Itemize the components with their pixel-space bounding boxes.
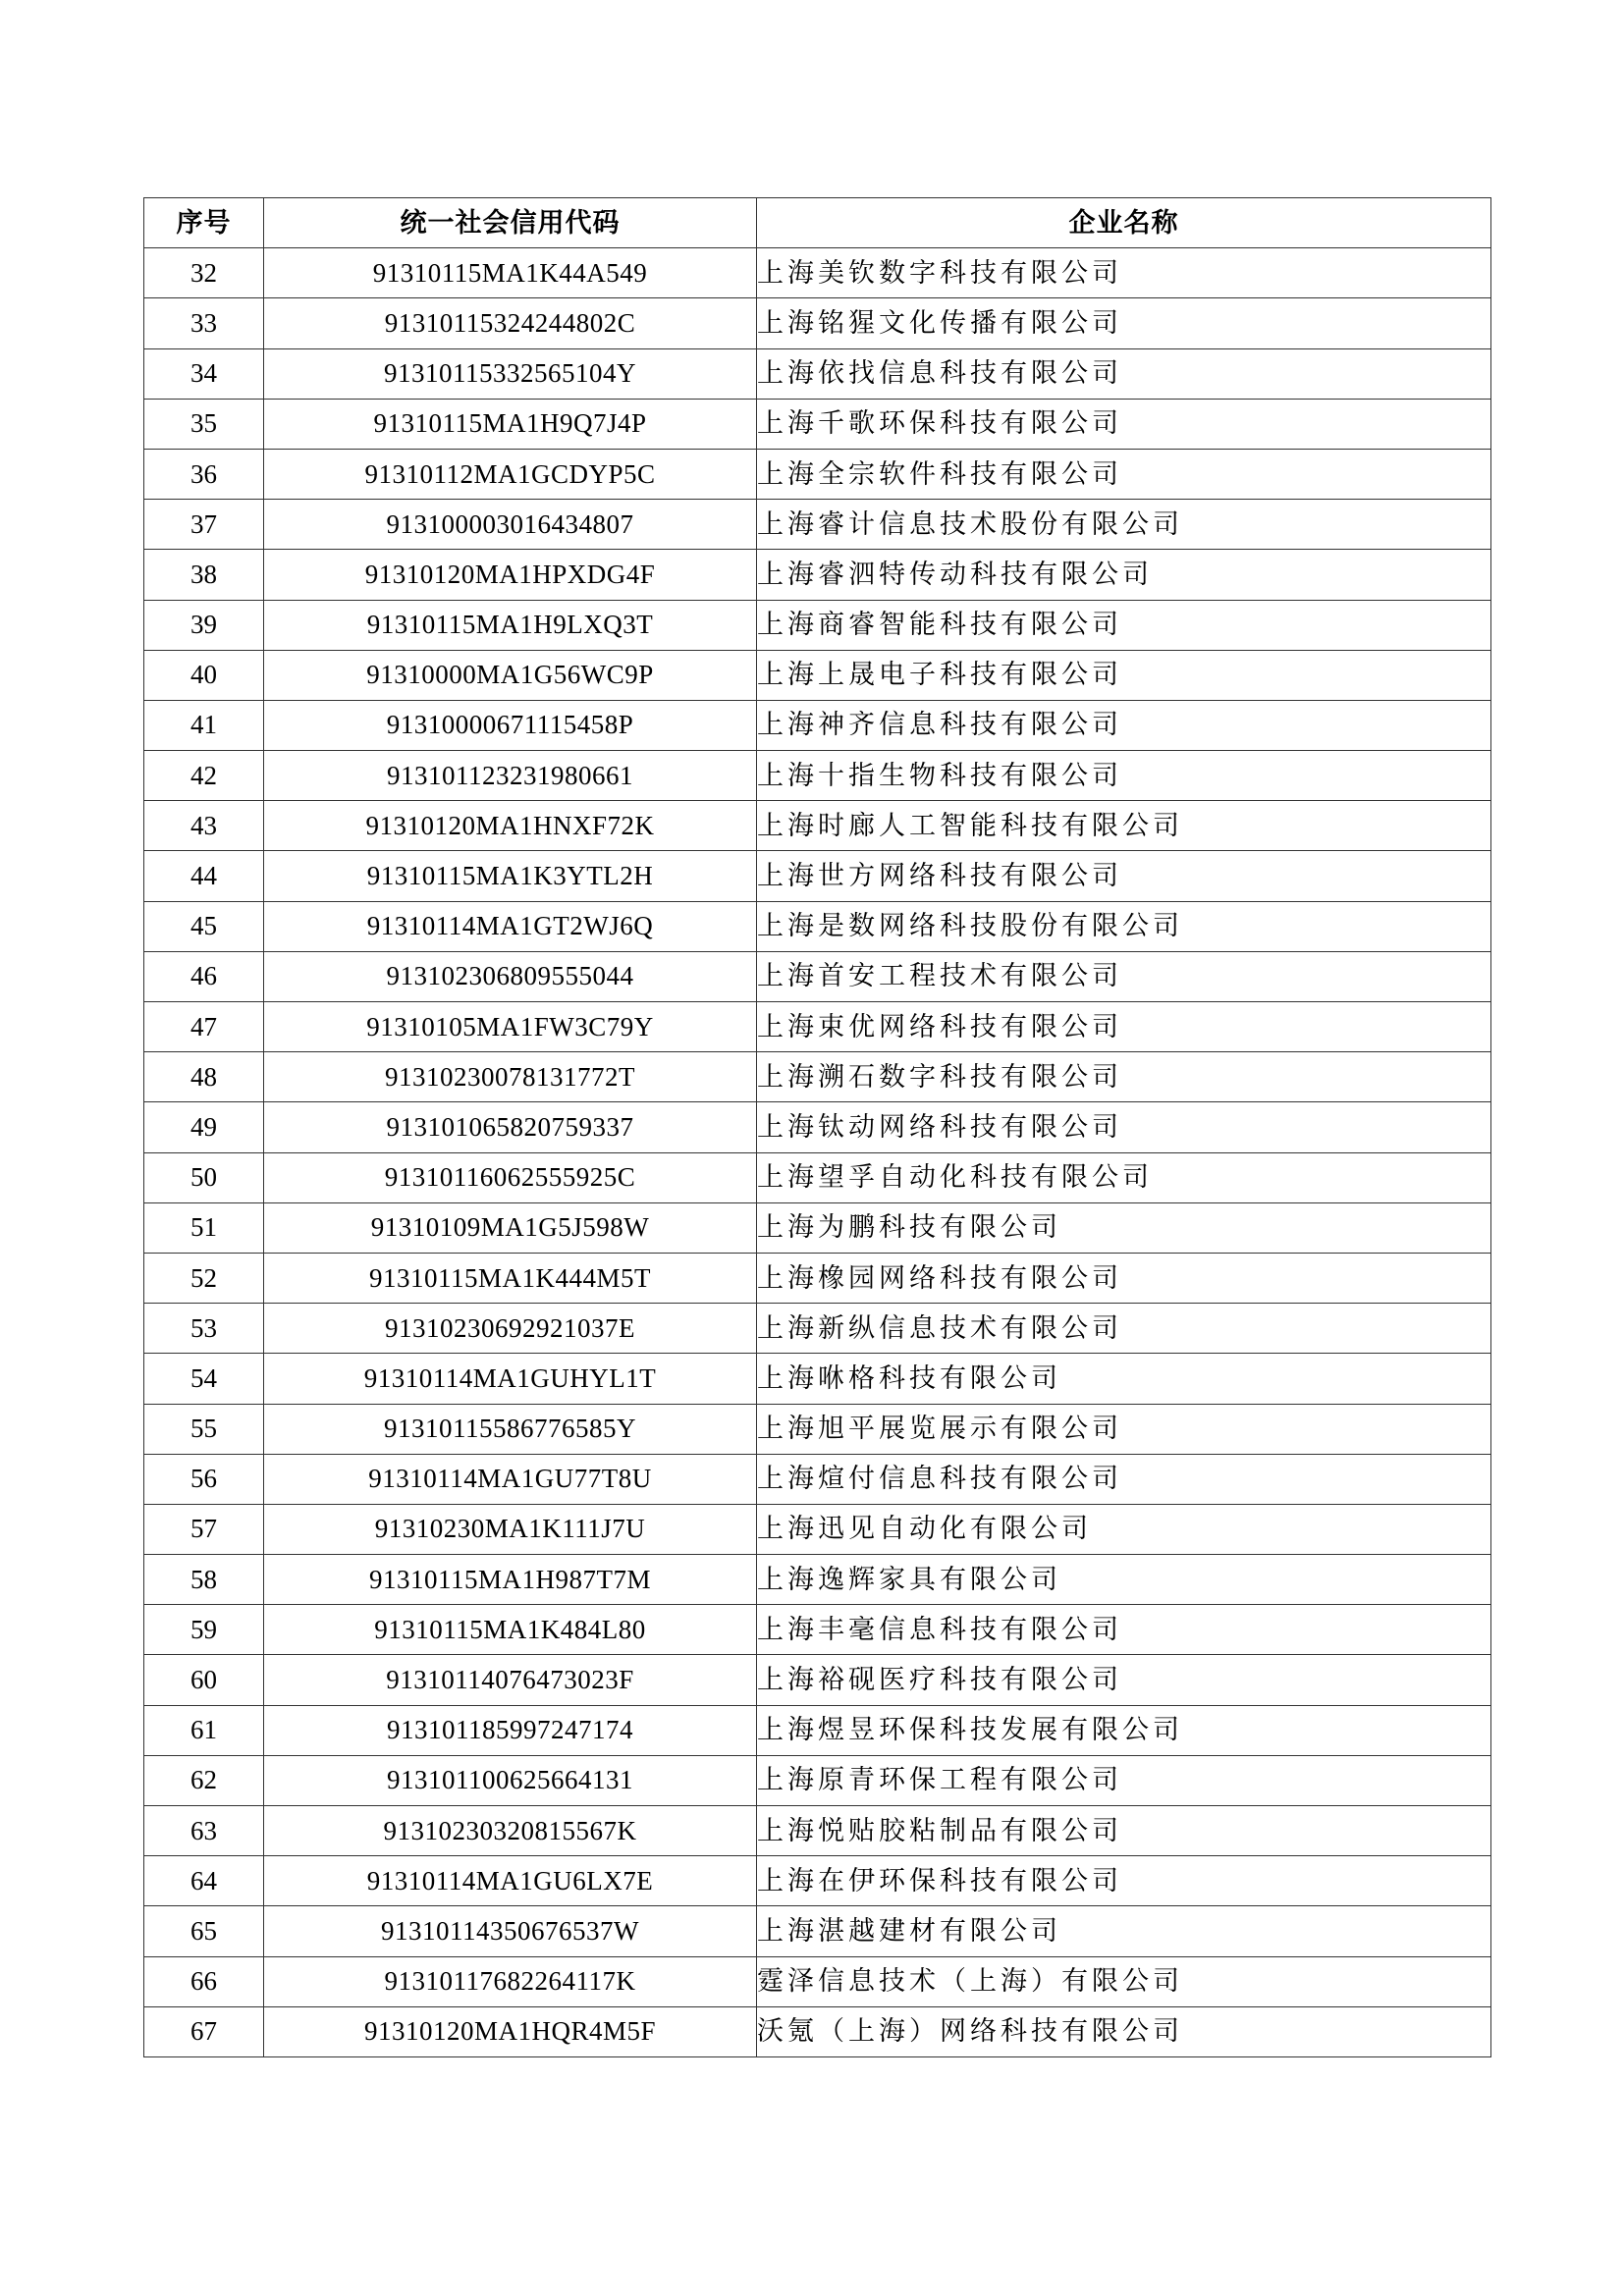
credit-code-cell: 913101185997247174 [264, 1705, 757, 1755]
table-row [144, 1705, 1491, 1755]
seq-cell: 44 [144, 851, 264, 901]
credit-code-cell: 91310109MA1G5J598W [264, 1202, 757, 1253]
credit-code-cell: 913101065820759337 [264, 1102, 757, 1152]
table-row [144, 1102, 1491, 1152]
credit-code-cell: 91310115586776585Y [264, 1404, 757, 1454]
seq-cell: 50 [144, 1152, 264, 1202]
seq-cell: 42 [144, 751, 264, 801]
credit-code-cell: 91310115MA1H9Q7J4P [264, 399, 757, 449]
table-row [144, 348, 1491, 399]
table-row [144, 1404, 1491, 1454]
seq-cell: 62 [144, 1755, 264, 1805]
seq-cell: 43 [144, 801, 264, 851]
table-row [144, 600, 1491, 650]
seq-cell: 63 [144, 1806, 264, 1856]
company-name-cell: 上海钛动网络科技有限公司 [757, 1102, 1491, 1152]
credit-code-cell: 91310116062555925C [264, 1152, 757, 1202]
seq-cell: 49 [144, 1102, 264, 1152]
company-name-cell: 上海悦贴胶粘制品有限公司 [757, 1806, 1491, 1856]
credit-code-cell: 913101100625664131 [264, 1755, 757, 1805]
credit-code-cell: 91310114MA1GT2WJ6Q [264, 901, 757, 951]
company-name-cell: 沃氪（上海）网络科技有限公司 [757, 2006, 1491, 2056]
company-name-cell: 上海首安工程技术有限公司 [757, 951, 1491, 1001]
company-name-cell: 上海为鹏科技有限公司 [757, 1202, 1491, 1253]
table-row [144, 851, 1491, 901]
enterprise-table [143, 197, 1491, 2057]
company-name-cell: 上海美钦数字科技有限公司 [757, 248, 1491, 298]
credit-code-cell: 91310105MA1FW3C79Y [264, 1002, 757, 1052]
table-row [144, 1253, 1491, 1303]
credit-code-cell: 91310115MA1H9LXQ3T [264, 600, 757, 650]
credit-code-cell: 91310230MA1K111J7U [264, 1504, 757, 1554]
table-row [144, 1052, 1491, 1102]
company-name-cell: 上海湛越建材有限公司 [757, 1906, 1491, 1956]
credit-code-cell: 913102306809555044 [264, 951, 757, 1001]
company-name-cell: 上海依找信息科技有限公司 [757, 348, 1491, 399]
company-name-cell: 上海望孚自动化科技有限公司 [757, 1152, 1491, 1202]
table-row [144, 801, 1491, 851]
company-name-cell: 上海睿计信息技术股份有限公司 [757, 500, 1491, 550]
company-name-cell: 上海溯石数字科技有限公司 [757, 1052, 1491, 1102]
company-name-cell: 上海束优网络科技有限公司 [757, 1002, 1491, 1052]
credit-code-cell: 91310114350676537W [264, 1906, 757, 1956]
credit-code-cell: 91310000671115458P [264, 700, 757, 750]
table-row [144, 1504, 1491, 1554]
seq-cell: 57 [144, 1504, 264, 1554]
company-name-cell: 上海世方网络科技有限公司 [757, 851, 1491, 901]
credit-code-cell: 91310114MA1GUHYL1T [264, 1354, 757, 1404]
credit-code-cell: 91310114MA1GU6LX7E [264, 1856, 757, 1906]
company-name-cell: 上海煊付信息科技有限公司 [757, 1454, 1491, 1504]
company-name-cell: 上海上晟电子科技有限公司 [757, 650, 1491, 700]
table-row [144, 1755, 1491, 1805]
seq-cell: 58 [144, 1555, 264, 1605]
credit-code-cell: 91310115MA1K44A549 [264, 248, 757, 298]
table-row [144, 1002, 1491, 1052]
company-name-cell: 上海裕砚医疗科技有限公司 [757, 1655, 1491, 1705]
table-row [144, 500, 1491, 550]
table-row [144, 700, 1491, 750]
seq-cell: 53 [144, 1304, 264, 1354]
credit-code-cell: 91310115MA1K3YTL2H [264, 851, 757, 901]
table-row [144, 951, 1491, 1001]
table-row [144, 1655, 1491, 1705]
seq-cell: 54 [144, 1354, 264, 1404]
company-name-cell: 上海原青环保工程有限公司 [757, 1755, 1491, 1805]
seq-cell: 46 [144, 951, 264, 1001]
seq-cell: 33 [144, 298, 264, 348]
seq-cell: 39 [144, 600, 264, 650]
table-row [144, 1152, 1491, 1202]
seq-cell: 37 [144, 500, 264, 550]
seq-cell: 65 [144, 1906, 264, 1956]
company-name-cell: 上海十指生物科技有限公司 [757, 751, 1491, 801]
credit-code-cell: 91310115324244802C [264, 298, 757, 348]
seq-cell: 56 [144, 1454, 264, 1504]
seq-cell: 59 [144, 1605, 264, 1655]
seq-cell: 67 [144, 2006, 264, 2056]
credit-code-cell: 913101123231980661 [264, 751, 757, 801]
company-name-cell: 上海橡园网络科技有限公司 [757, 1253, 1491, 1303]
credit-code-cell: 91310117682264117K [264, 1956, 757, 2006]
table-row [144, 901, 1491, 951]
table-row [144, 1555, 1491, 1605]
seq-cell: 52 [144, 1253, 264, 1303]
credit-code-cell: 91310230692921037E [264, 1304, 757, 1354]
credit-code-cell: 91310000MA1G56WC9P [264, 650, 757, 700]
credit-code-cell: 91310114MA1GU77T8U [264, 1454, 757, 1504]
header-credit-code: 统一社会信用代码 [264, 198, 757, 248]
seq-cell: 45 [144, 901, 264, 951]
company-name-cell: 上海咻格科技有限公司 [757, 1354, 1491, 1404]
table-row [144, 1906, 1491, 1956]
company-name-cell: 上海新纵信息技术有限公司 [757, 1304, 1491, 1354]
table-row [144, 298, 1491, 348]
company-name-cell: 上海在伊环保科技有限公司 [757, 1856, 1491, 1906]
header-seq: 序号 [144, 198, 264, 248]
table-row [144, 1202, 1491, 1253]
credit-code-cell: 91310114076473023F [264, 1655, 757, 1705]
credit-code-cell: 91310230320815567K [264, 1806, 757, 1856]
company-name-cell: 上海铭猩文化传播有限公司 [757, 298, 1491, 348]
table-row [144, 1454, 1491, 1504]
table-row [144, 399, 1491, 449]
table-row [144, 449, 1491, 499]
company-name-cell: 上海逸辉家具有限公司 [757, 1555, 1491, 1605]
seq-cell: 47 [144, 1002, 264, 1052]
company-name-cell: 上海睿泗特传动科技有限公司 [757, 550, 1491, 600]
credit-code-cell: 91310112MA1GCDYP5C [264, 449, 757, 499]
credit-code-cell: 91310115332565104Y [264, 348, 757, 399]
seq-cell: 48 [144, 1052, 264, 1102]
company-name-cell: 霆泽信息技术（上海）有限公司 [757, 1956, 1491, 2006]
table-row [144, 550, 1491, 600]
credit-code-cell: 91310115MA1K484L80 [264, 1605, 757, 1655]
table-body [144, 248, 1491, 2057]
table-row [144, 1856, 1491, 1906]
table-row [144, 1605, 1491, 1655]
seq-cell: 64 [144, 1856, 264, 1906]
company-name-cell: 上海时廊人工智能科技有限公司 [757, 801, 1491, 851]
credit-code-cell: 91310120MA1HPXDG4F [264, 550, 757, 600]
company-name-cell: 上海千歌环保科技有限公司 [757, 399, 1491, 449]
seq-cell: 55 [144, 1404, 264, 1454]
table-row [144, 1956, 1491, 2006]
company-name-cell: 上海迅见自动化有限公司 [757, 1504, 1491, 1554]
seq-cell: 60 [144, 1655, 264, 1705]
table-row [144, 248, 1491, 298]
table-row [144, 2006, 1491, 2056]
table-header-row [144, 198, 1491, 248]
credit-code-cell: 91310120MA1HQR4M5F [264, 2006, 757, 2056]
company-name-cell: 上海全宗软件科技有限公司 [757, 449, 1491, 499]
company-name-cell: 上海煜昱环保科技发展有限公司 [757, 1705, 1491, 1755]
seq-cell: 40 [144, 650, 264, 700]
company-name-cell: 上海神齐信息科技有限公司 [757, 700, 1491, 750]
seq-cell: 38 [144, 550, 264, 600]
credit-code-cell: 91310120MA1HNXF72K [264, 801, 757, 851]
seq-cell: 34 [144, 348, 264, 399]
header-company-name: 企业名称 [757, 198, 1491, 248]
table-row [144, 1354, 1491, 1404]
seq-cell: 41 [144, 700, 264, 750]
table-row [144, 1304, 1491, 1354]
seq-cell: 51 [144, 1202, 264, 1253]
table-row [144, 1806, 1491, 1856]
table-row [144, 650, 1491, 700]
credit-code-cell: 913100003016434807 [264, 500, 757, 550]
credit-code-cell: 91310230078131772T [264, 1052, 757, 1102]
company-name-cell: 上海是数网络科技股份有限公司 [757, 901, 1491, 951]
table-row [144, 751, 1491, 801]
company-name-cell: 上海商睿智能科技有限公司 [757, 600, 1491, 650]
credit-code-cell: 91310115MA1H987T7M [264, 1555, 757, 1605]
seq-cell: 36 [144, 449, 264, 499]
credit-code-cell: 91310115MA1K444M5T [264, 1253, 757, 1303]
company-name-cell: 上海丰毫信息科技有限公司 [757, 1605, 1491, 1655]
seq-cell: 61 [144, 1705, 264, 1755]
company-name-cell: 上海旭平展览展示有限公司 [757, 1404, 1491, 1454]
seq-cell: 32 [144, 248, 264, 298]
seq-cell: 35 [144, 399, 264, 449]
seq-cell: 66 [144, 1956, 264, 2006]
